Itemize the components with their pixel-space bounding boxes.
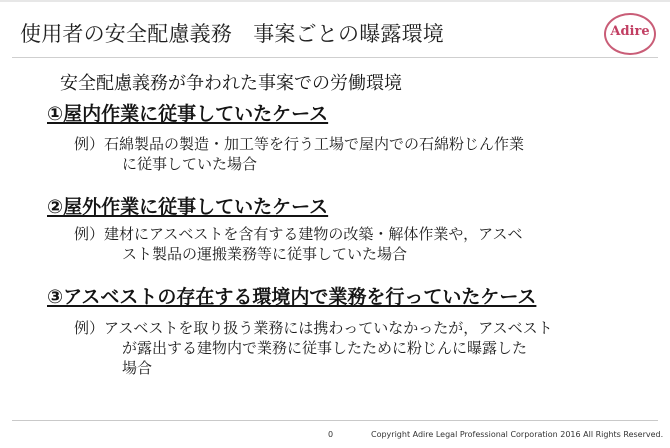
case-3-example-line-1: 例）アスベストを取り扱う業務には携わっていなかったが，アスベスト [74,319,553,337]
case-1-example-line-1: 例）石綿製品の製造・加工等を行う工場で屋内での石綿粉じん作業 [74,135,525,153]
title-divider [12,57,658,58]
case-3-example [74,318,553,378]
copyright-notice: Copyright Adire Legal Professional Corporation 2016 All Rights Reserved. [371,430,664,439]
case-2-example-line-2: スト製品の運搬業務等に従事していた場合 [122,245,408,263]
case-3-example-line-3: 場合 [122,359,153,377]
case-1-example [74,134,524,174]
adire-logo [604,13,656,55]
case-2-example [74,224,523,264]
case-1-heading: ①屋内作業に従事していたケース [47,103,329,125]
footer-divider [12,420,658,421]
case-3-example-line-2: が露出する建物内で業務に従事したために粉じんに曝露した [122,339,528,357]
case-3-heading: ③アスベストの存在する環境内で業務を行っていたケース [47,286,537,308]
page-number: 0 [328,430,334,439]
case-2-example-line-1: 例）建材にアスベストを含有する建物の改築・解体作業や，アスベ [74,225,523,243]
section-intro: 安全配慮義務が争われた事案での労働環境 [60,73,402,94]
case-2-heading: ②屋外作業に従事していたケース [47,196,329,218]
slide-title: 使用者の安全配慮義務 事案ごとの曝露環境 [20,22,444,46]
case-1-example-line-2: に従事していた場合 [122,155,258,173]
logo-text: Adire [610,24,650,39]
